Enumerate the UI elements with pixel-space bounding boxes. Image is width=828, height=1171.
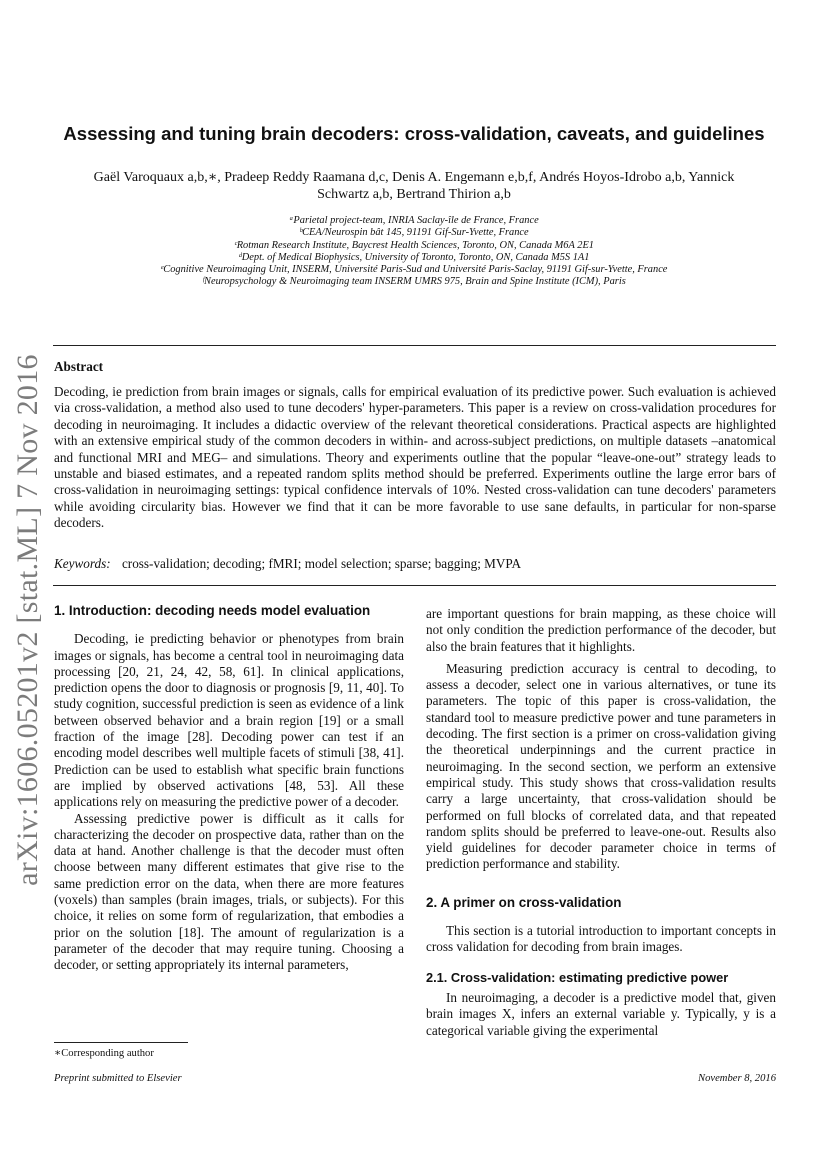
abstract-top-rule: [53, 345, 776, 346]
author-line-1: Gaël Varoquaux a,b,∗, Pradeep Reddy Raamana d,c, Denis A. Engemann e,b,f, Andrés Hoyos-Idrobo a,b, Yannick: [93, 170, 735, 185]
affiliation-list: [60, 215, 768, 289]
paragraph: This section is a tutorial introduction to important concepts in cross validation for decoding from brain images.: [426, 923, 776, 955]
paragraph: In neuroimaging, a decoder is a predictive model that, given brain images X, infers an external variable y. Typically, y is a categorical variable giving the experimental: [426, 989, 776, 1038]
arxiv-stamp: [8, 354, 48, 886]
arxiv-stamp-text: arXiv:1606.05201v2 [stat.ML] 7 Nov 2016: [11, 354, 44, 886]
subsection-2-1-heading: 2.1. Cross-validation: estimating predictive power: [426, 969, 729, 985]
affiliation-a: ᵃParietal project-team, INRIA Saclay-île de France, France: [289, 215, 539, 226]
affiliation-e: ᵉCognitive Neuroimaging Unit, INSERM, Université Paris-Sud and Université Paris-Saclay, 91191 Gif-sur-Yvette, France: [160, 264, 668, 276]
author-line-2: Schwartz a,b, Bertrand Thirion a,b: [317, 187, 511, 202]
paragraph: Assessing predictive power is difficult as it calls for characterizing the decoder on prospective data, rather than on the data at hand. Another challenge is that the decoder must often choose between many different estimates that give rise to the same prediction error on the data, when there are more features (voxels) than samples (brain images, trials, or subjects). For this choice, it relies on some form of regularization, that embodies a prior on the solution [18]. The amount of regularization is a parameter of the decoder that may require tuning. Choosing a decoder, or setting appropriately its internal parameters,: [54, 810, 404, 973]
footer-journal: Preprint submitted to Elsevier: [54, 1073, 182, 1084]
footnote-rule: [54, 1042, 188, 1043]
affiliation-b: ᵇCEA/Neurospin bât 145, 91191 Gif-Sur-Yvette, France: [299, 227, 529, 239]
affiliation-d: ᵈDept. of Medical Biophysics, University of Toronto, Toronto, ON, Canada M5S 1A1: [238, 251, 590, 263]
abstract-heading: Abstract: [54, 359, 104, 374]
abstract-bottom-rule: [53, 585, 776, 586]
abstract-body: Decoding, ie prediction from brain images or signals, calls for empirical evaluation of its predictive power. Such evaluation is achieved via cross-validation, a method also used to tune decoders' hyper-parameters. This paper is a review on cross-validation procedures for decoding in neuroimaging. It includes a didactic overview of the relevant theoretical considerations. Practical aspects are highlighted with an extensive empirical study of the common decoders in within- and across-subject predictions, on multiple datasets –anatomical and functional MRI and MEG– and simulations. Theory and experiments outline that the popular “leave-one-out” strategy leads to unstable and biased estimates, and a repeated random splits method should be preferred. Experiments outline the large error bars of cross-validation in neuroimaging settings: typical confidence intervals of 10%. Nested cross-validation can tune decoders' parameters while avoiding circularity bias. However we find that it can be more favorable to use sane defaults, in particular for non-sparse decoders.: [54, 384, 776, 531]
footer-date: November 8, 2016: [698, 1073, 776, 1084]
paragraph: Decoding, ie predicting behavior or phenotypes from brain images or signals, has become a central tool in neuroimaging data processing [20, 21, 24, 42, 58, 61]. In clinical applications, prediction opens the door to diagnosis or prognosis [9, 11, 40]. To study cognition, successful prediction is seen as evidence of a link between observed behavior and a brain region [19] or a small fraction of the image [28]. Decoding power can test if an encoding model describes well multiple facets of stimuli [38, 41]. Prediction can be used to establish what specific brain functions are implied by observed activations [48, 53]. All these applications rely on measuring the predictive power of a decoder.: [54, 631, 404, 810]
footnote: ∗Corresponding author: [54, 1048, 154, 1059]
paragraph: are important questions for brain mapping, as these choice will not only condition the prediction performance of the decoder, but also the brain features that it highlights.: [426, 606, 776, 654]
keywords-line: [54, 556, 776, 572]
left-column: [54, 603, 404, 974]
right-column: [426, 606, 776, 1039]
section-1-heading: 1. Introduction: decoding needs model evaluation: [54, 603, 371, 618]
keywords-text: cross-validation; decoding; fMRI; model selection; sparse; bagging; MVPA: [121, 556, 522, 571]
paragraph: Measuring prediction accuracy is central to decoding, to assess a decoder, select one in various alternatives, or tune its parameters. The topic of this paper is cross-validation, the standard tool to measure predictive power and tune parameters in decoding. The first section is a primer on cross-validation giving the theoretical underpinnings and the current practice in neuroimaging. In the second section, we perform an extensive empirical study. This study shows that cross-validation results carry a large uncertainty, that cross-validation should be performed on full blocks of correlated data, and that repeated random splits should be preferred to leave-one-out. Results also yield guidelines for decoder parameter choice in terms of prediction performance and stability.: [426, 660, 776, 872]
paper-title: Assessing and tuning brain decoders: cross-validation, caveats, and guidelines: [63, 123, 765, 144]
affiliation-c: ᶜRotman Research Institute, Baycrest Health Sciences, Toronto, ON, Canada M6A 2E1: [233, 239, 594, 251]
keywords-label: Keywords:: [54, 556, 111, 571]
affiliation-f: ᶠNeuropsychology & Neuroimaging team INSERM UMRS 975, Brain and Spine Institute (ICM), Paris: [202, 276, 626, 288]
author-list: [60, 169, 768, 203]
section-2-heading: 2. A primer on cross-validation: [426, 894, 622, 910]
